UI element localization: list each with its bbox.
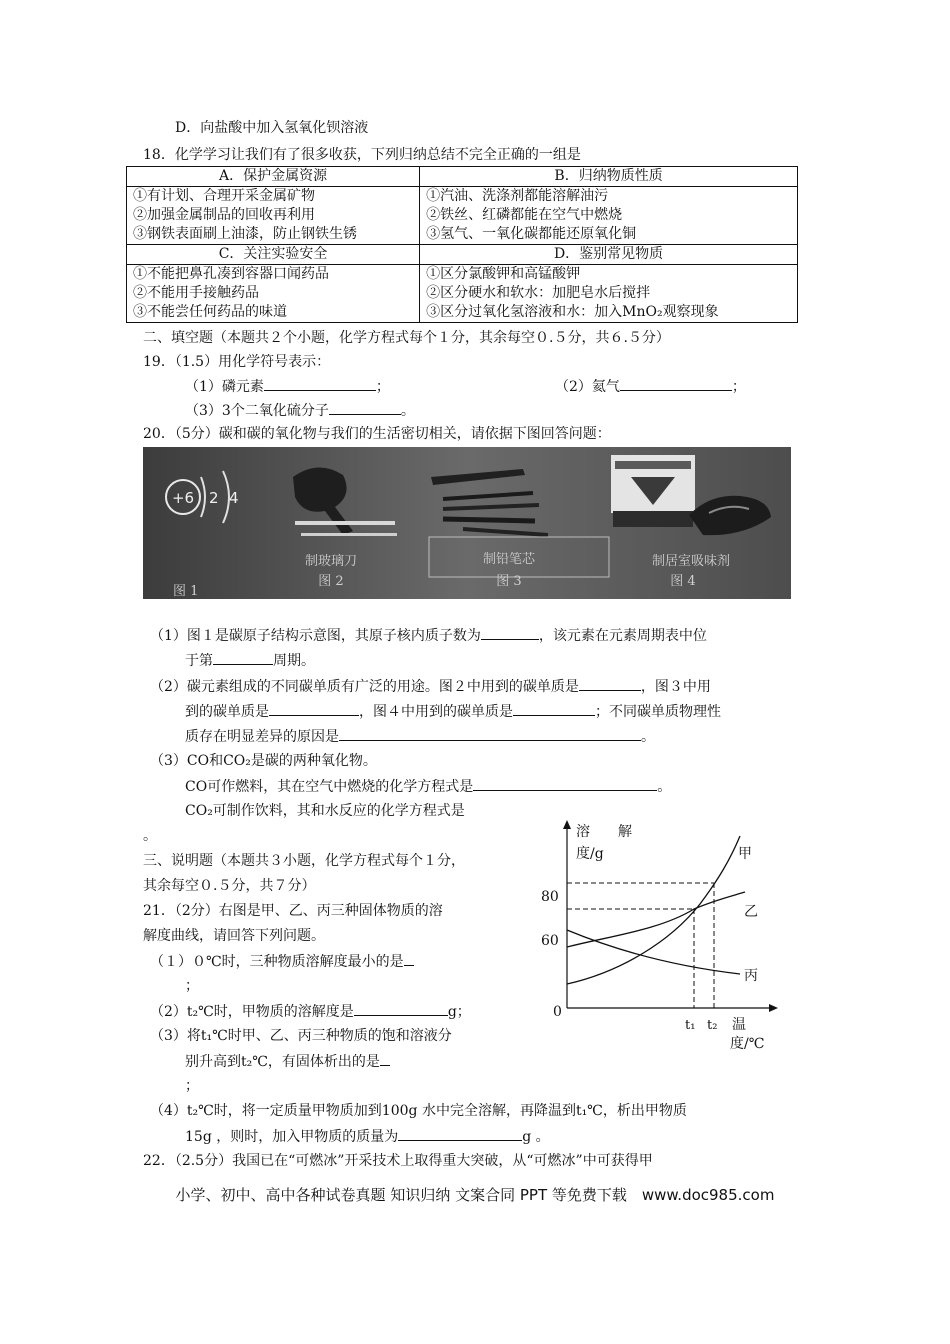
q18-cell-d	[420, 265, 798, 323]
q18-b-item: ③氢气、一氧化碳都能还原氧化铜	[426, 226, 637, 242]
q20-p2-text: ，图３中用	[640, 679, 711, 695]
q21-p1-text: （１）０℃时，三种物质溶解度最小的是	[150, 954, 404, 970]
q18-b-item: ①汽油、洗涤剂都能溶解油污	[426, 188, 609, 204]
answer-blank[interactable]	[404, 951, 414, 966]
fig1-label: 图 1	[173, 584, 199, 599]
page-footer: 小学、初中、高中各种试卷真题 知识归纳 文案合同 PPT 等免费下载 www.doc985.com	[175, 1186, 775, 1204]
shell-2-count: 4	[229, 489, 239, 507]
q20-part1-line1	[150, 625, 707, 646]
q18-c-item: ③不能尝任何药品的味道	[133, 304, 287, 320]
fig2-label: 图 2	[318, 574, 344, 589]
answer-blank[interactable]	[269, 701, 359, 716]
section3-title: 三、说明题（本题共３小题，化学方程式每个１分，	[143, 853, 465, 869]
q18-c-item: ①不能把鼻孔凑到容器口闻药品	[133, 266, 329, 282]
origin-label: 0	[553, 1004, 562, 1020]
series-label-bing: 丙	[744, 968, 758, 984]
x-tick-t2: t₂	[707, 1018, 718, 1033]
answer-blank[interactable]	[213, 650, 273, 665]
y-axis-label: 溶 解	[576, 824, 632, 840]
q20-figure-drawing	[143, 447, 791, 599]
q18-head-a: A．保护金属资源	[127, 167, 420, 187]
q20-part2-line2	[185, 701, 721, 722]
q21-part1-end: ；	[185, 978, 199, 994]
section3-title-cont: 其余每空０.５分，共７分）	[143, 878, 316, 894]
q20-part3-intro: （3）CO和CO₂是碳的两种氧化物。	[150, 753, 377, 769]
x-axis-arrow	[769, 1004, 778, 1012]
fig3-label: 图 3	[496, 574, 522, 589]
answer-blank[interactable]	[579, 676, 641, 691]
fig4-caption: 制居室吸味剂	[651, 554, 731, 569]
q21-p2-text: （2）t₂℃时，甲物质的溶解度是	[150, 1004, 354, 1020]
x-axis-label: 温	[732, 1017, 746, 1033]
answer-blank[interactable]	[339, 726, 641, 741]
q18-head-d: D．鉴别常见物质	[420, 245, 798, 265]
q19-p3-label: （3）3个二氧化硫分子	[185, 403, 329, 419]
q21-p4-text: g 。	[522, 1129, 550, 1145]
q20-part3-line1	[185, 776, 671, 797]
q20-p2-text: 。	[641, 729, 655, 745]
y-tick-60: 60	[541, 933, 559, 949]
shell-1-count: 2	[209, 489, 219, 507]
q21-part4-line1: （4）t₂℃时，将一定质量甲物质加到100g 水中完全溶解，再降温到t₁℃，析出甲物质	[150, 1103, 687, 1119]
answer-blank[interactable]	[264, 376, 376, 391]
q21-part2	[150, 1001, 471, 1022]
fig2-caption: 制玻璃刀	[304, 554, 358, 569]
q20-p3-text: 。	[657, 779, 672, 795]
q20-part3-line2: CO₂可制作饮料，其和水反应的化学方程式是	[185, 803, 465, 819]
y-axis-label-unit: 度/g	[576, 846, 604, 862]
q18-d-item: ②区分硬水和软水：加肥皂水后搅拌	[426, 285, 651, 301]
q19-p1-end: ；	[375, 379, 390, 395]
x-axis-label-unit: 度/℃	[730, 1036, 765, 1052]
q20-p2-text: 质存在明显差异的原因是	[185, 729, 339, 745]
answer-blank[interactable]	[398, 1126, 522, 1141]
q19-part2	[555, 376, 746, 397]
q18-d-item: ③区分过氧化氢溶液和水：加入MnO₂观察现象	[426, 304, 719, 320]
q19-p2-end: ；	[731, 379, 746, 395]
y-tick-80: 80	[541, 889, 559, 905]
q18-d-item: ①区分氯酸钾和高锰酸钾	[426, 266, 581, 282]
q20-p3-text: CO可作燃料，其在空气中燃烧的化学方程式是	[185, 779, 474, 795]
q20-stem: 20．（5分）碳和碳的氧化物与我们的生活密切相关，请依据下图回答问题：	[143, 426, 611, 442]
q21-p2-text: g；	[447, 1004, 471, 1020]
q21-part1	[150, 951, 414, 972]
q20-p2-text: （2）碳元素组成的不同碳单质有广泛的用途。图２中用到的碳单质是	[150, 679, 579, 695]
fig4-label: 图 4	[670, 574, 696, 589]
q20-p1-text: 于第	[185, 653, 213, 669]
y-axis-arrow	[563, 820, 571, 829]
q20-p1-text: （1）图１是碳原子结构示意图，其原子核内质子数为	[150, 628, 481, 644]
q18-a-item: ②加强金属制品的回收再利用	[133, 207, 315, 223]
answer-blank[interactable]	[481, 625, 539, 640]
q22-stem: 22．（2.5分）我国已在“可燃冰”开采技术上取得重大突破，从“可燃冰”中可获得甲	[143, 1153, 653, 1169]
q19-p1-label: （1）磷元素	[185, 379, 264, 395]
answer-blank[interactable]	[620, 376, 732, 391]
q21-p4-text: 15g ，则时，加入甲物质的质量为	[185, 1129, 399, 1145]
x-tick-t1: t₁	[685, 1018, 696, 1033]
q19-p2-label: （2）氦气	[555, 379, 620, 395]
q19-part3	[185, 400, 415, 421]
q18-table	[126, 166, 798, 323]
q18-head-b: B．归纳物质性质	[420, 167, 798, 187]
q21-part3-end: ；	[185, 1078, 199, 1094]
q21-part3-line1: （3）将t₁℃时甲、乙、丙三种物质的饱和溶液分	[150, 1028, 452, 1044]
answer-blank[interactable]	[513, 701, 595, 716]
q20-p2-text: 到的碳单质是	[185, 704, 269, 720]
q20-p2-text: ；不同碳单质物理性	[595, 704, 721, 720]
series-label-jia: 甲	[738, 846, 752, 862]
answer-blank[interactable]	[473, 776, 657, 791]
solubility-chart	[540, 812, 790, 1052]
q18-head-c: C．关注实验安全	[127, 245, 420, 265]
q19-stem: 19．（1.5）用化学符号表示：	[143, 354, 331, 370]
answer-blank[interactable]	[380, 1051, 390, 1066]
q20-p1-text: 周期。	[273, 653, 315, 669]
section2-title: 二、填空题（本题共２个小题，化学方程式每个１分，其余每空０.５分，共６.５分）	[143, 330, 670, 346]
q18-cell-c	[127, 265, 420, 323]
q20-figure-photo	[143, 447, 791, 599]
q20-p1-text: ，该元素在元素周期表中位	[538, 628, 707, 644]
q21-part3-line2	[185, 1051, 390, 1072]
q18-a-item: ③钢铁表面刷上油漆，防止钢铁生锈	[133, 226, 357, 242]
q18-cell-a	[127, 187, 420, 245]
fig3-caption: 制铅笔芯	[482, 552, 536, 567]
q18-cell-b	[420, 187, 798, 245]
q21-stem: 21．（2分）右图是甲、乙、丙三种固体物质的溶	[143, 903, 443, 919]
q18-a-item: ①有计划、合理开采金属矿物	[133, 188, 315, 204]
q18-c-item: ②不能用手接触药品	[133, 285, 259, 301]
q20-part2-line3	[185, 726, 655, 747]
q18-stem: 18．化学学习让我们有了很多收获，下列归纳总结不完全正确的一组是	[143, 147, 581, 163]
q20-p2-text: ，图４中用到的碳单质是	[359, 704, 513, 720]
nucleus-label: +6	[171, 489, 195, 507]
series-label-yi: 乙	[744, 904, 758, 920]
q19-part1	[185, 376, 390, 397]
q19-p3-end: 。	[400, 403, 415, 419]
q21-stem-cont: 解度曲线，请回答下列问题。	[143, 928, 325, 944]
q21-part4-line2	[185, 1126, 550, 1147]
q17-option-d: D．向盐酸中加入氢氧化钡溶液	[175, 120, 369, 136]
q21-p3-text: 别升高到t₂℃，有固体析出的是	[185, 1054, 380, 1070]
q18-b-item: ②铁丝、红磷都能在空气中燃烧	[426, 207, 623, 223]
curve-yi	[567, 892, 745, 947]
answer-blank[interactable]	[329, 400, 401, 415]
q20-part3-end: 。	[143, 828, 157, 844]
q20-part1-line2	[185, 650, 315, 671]
q20-part2-line1	[150, 676, 711, 697]
answer-blank[interactable]	[354, 1001, 448, 1016]
